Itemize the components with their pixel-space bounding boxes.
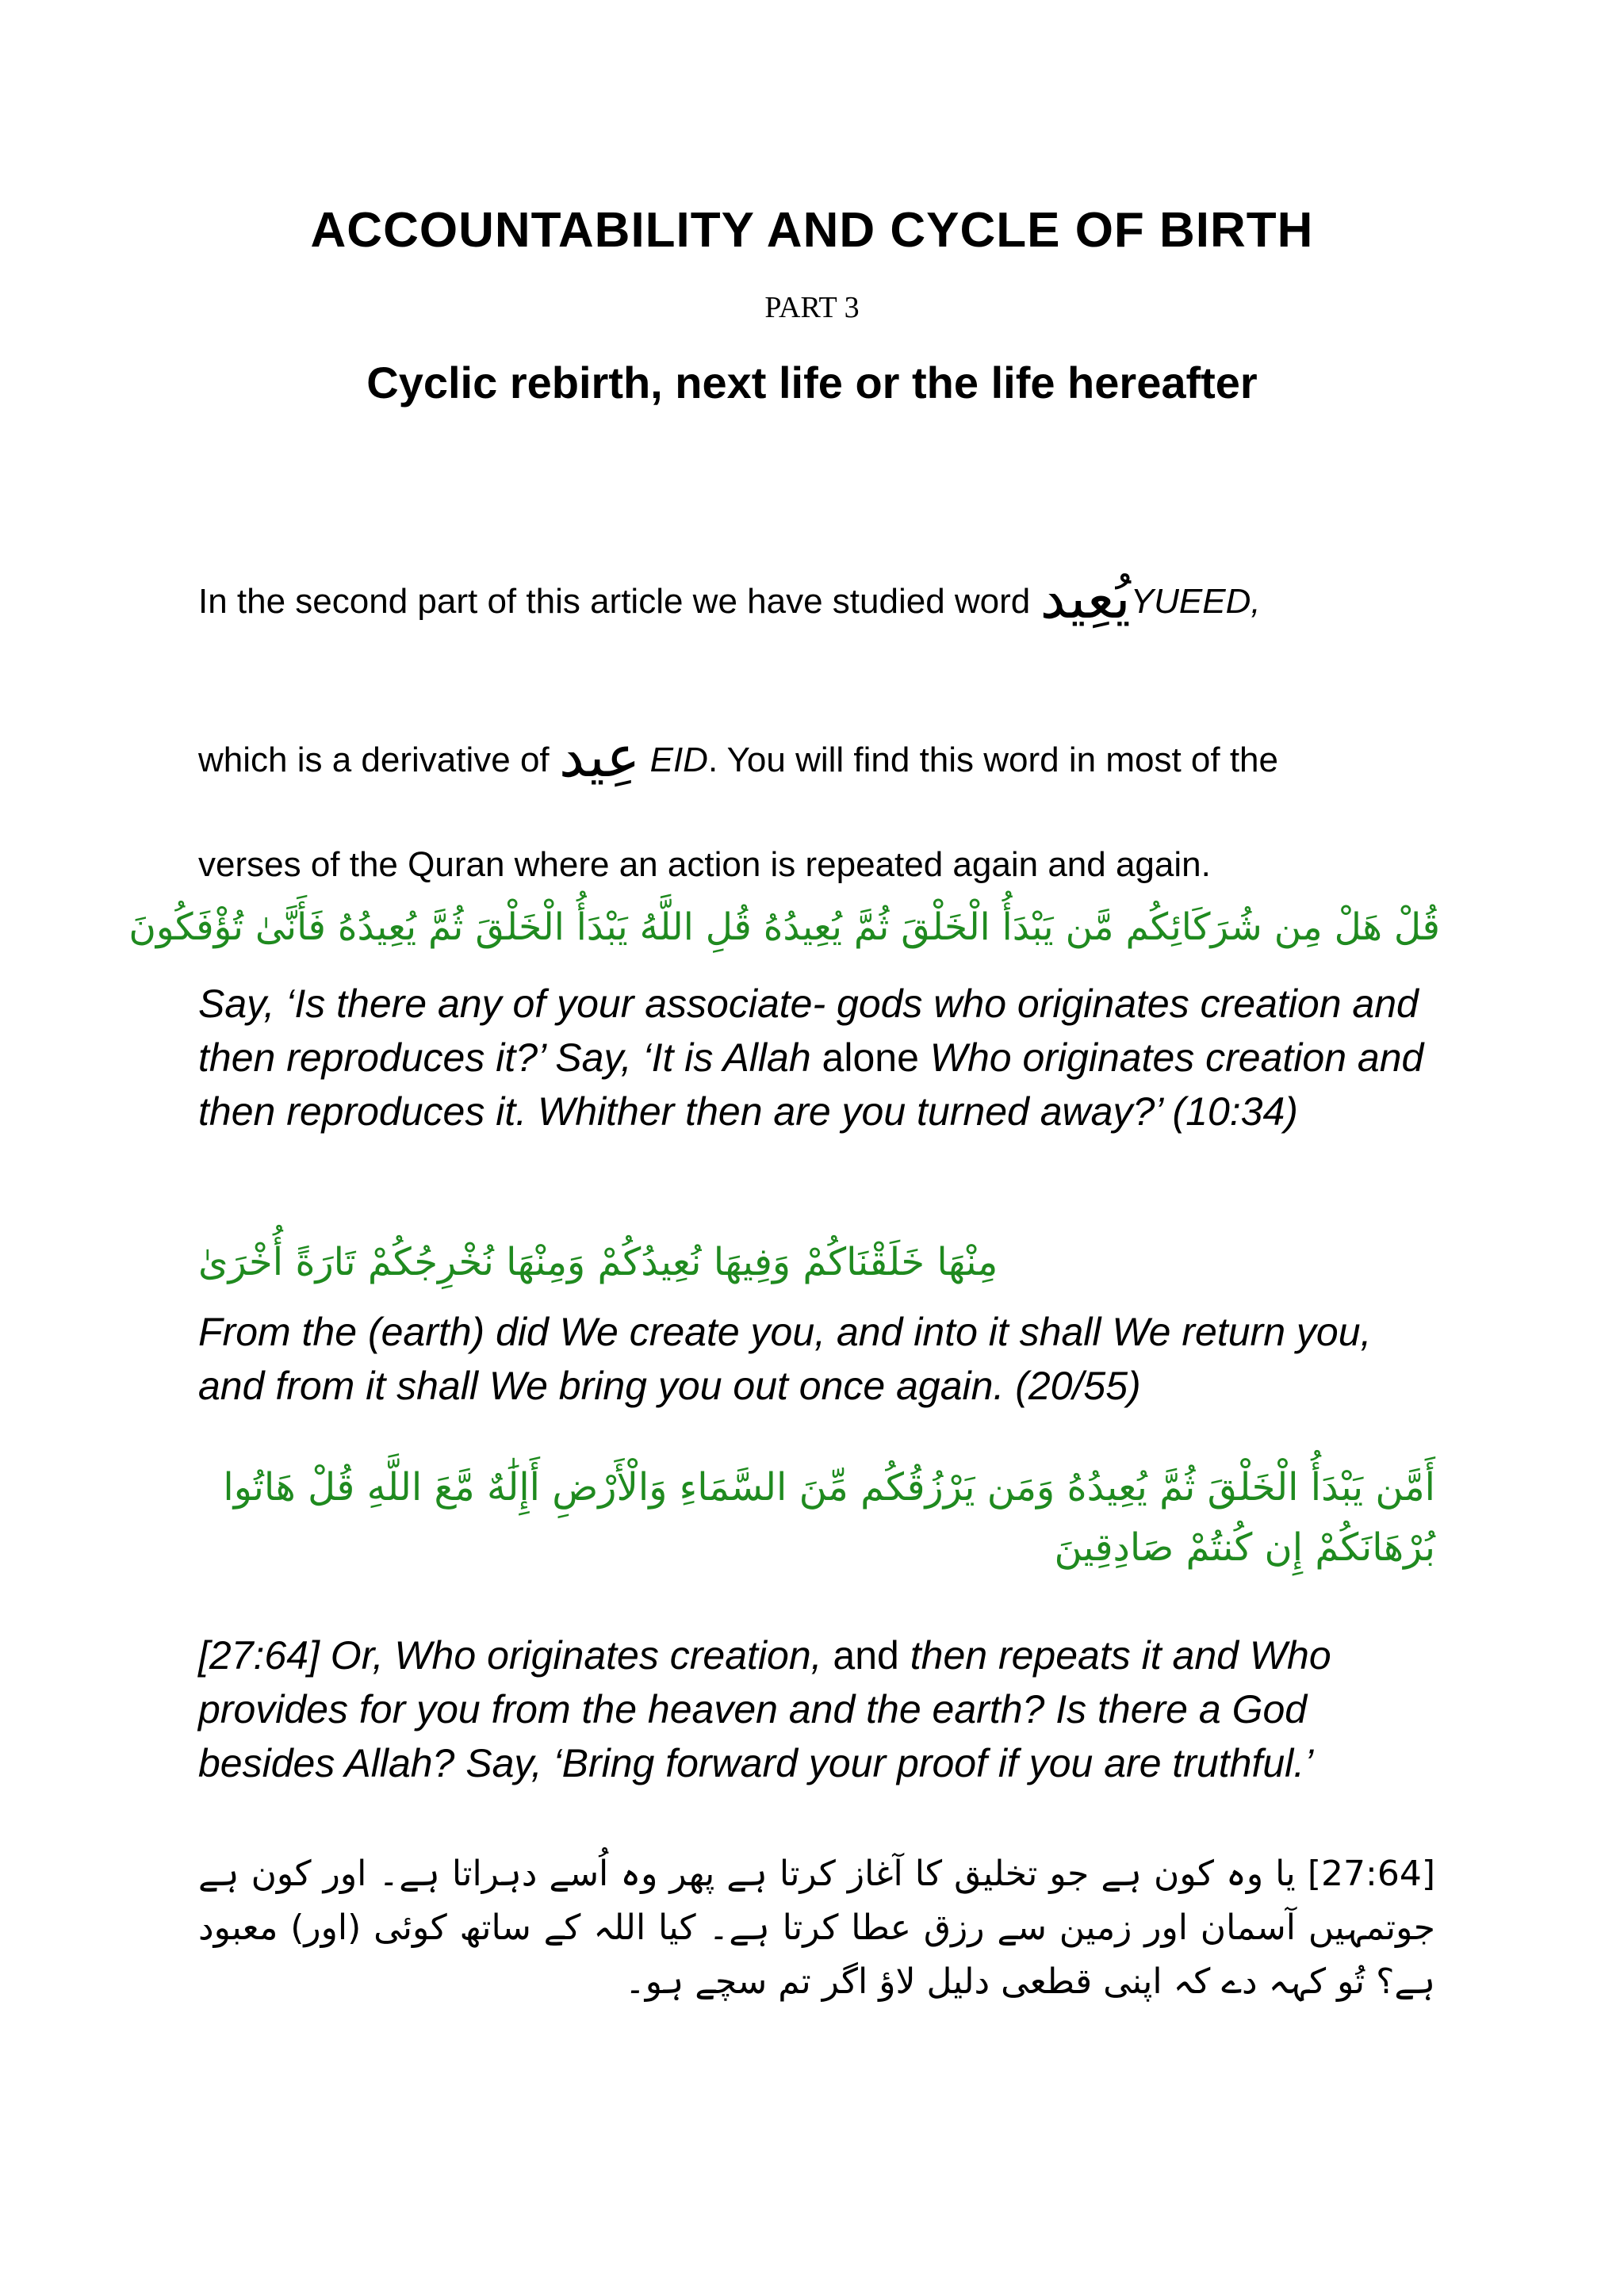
verse-2-arabic: مِنْهَا خَلَقْنَاكُمْ وَفِيهَا نُعِيدُكُمْ وَمِنْهَا نُخْرِجُكُمْ تَارَةً أُخْرَىٰ xyxy=(198,1240,998,1284)
verse-3-english xyxy=(198,1628,1435,1790)
term-eid: EID xyxy=(649,740,708,779)
page-title: ACCOUNTABILITY AND CYCLE OF BIRTH xyxy=(310,203,1314,258)
verse-3-english-part-c: then repeats it and Who provides for you from the heaven and the earth? Is there a God besides Allah? Say, ‘Bring forward your proof if you are truthful.’ xyxy=(198,1633,1331,1785)
verse-1-english-part-b: alone xyxy=(810,1035,930,1080)
verse-3-english-part-a: [27:64] Or, Who originates creation, xyxy=(198,1633,822,1678)
verse-3-urdu: [27:64] یا وہ کون ہے جو تخلیق کا آغاز کرتا ہے پھر وہ اُسے دہراتا ہے۔ اور کون ہے جوتمہیں آسمان اور زمین سے رزق عطا کرتا ہے۔ کیا اللہ کے ساتھ کوئی (اور) معبود ہے؟ تُو کہہ دے کہ اپنی قطعی دلیل لاؤ اگر تم سچے ہو۔ xyxy=(198,1854,1435,2002)
verse-1-arabic: قُلْ هَلْ مِن شُرَكَائِكُم مَّن يَبْدَأُ الْخَلْقَ ثُمَّ يُعِيدُهُ قُلِ اللَّهُ يَبْدَأُ الْخَلْقَ ثُمَّ يُعِيدُهُ فَأَنَّىٰ تُؤْفَكُونَ xyxy=(128,905,1440,949)
arabic-word-eid: عِيد xyxy=(558,723,641,790)
verse-1-english-part-c: Who originates creation and then reproduces it. Whither then are you turned away?’ (10:34) xyxy=(198,1035,1424,1134)
intro-line-2-rest: . You will find this word in most of the xyxy=(707,740,1278,779)
page-subtitle: Cyclic rebirth, next life or the life hereafter xyxy=(366,358,1258,408)
part-label: PART 3 xyxy=(764,291,860,324)
intro-line-1 xyxy=(198,564,1435,631)
verse-3-arabic: أَمَّن يَبْدَأُ الْخَلْقَ ثُمَّ يُعِيدُهُ وَمَن يَرْزُقُكُم مِّنَ السَّمَاءِ وَالْأَرْضِ أَإِلَٰهٌ مَّعَ اللَّهِ قُلْ هَاتُوا بُرْهَانَكُمْ إِن كُنتُمْ صَادِقِينَ xyxy=(223,1465,1435,1570)
intro-line-2-text: which is a derivative of xyxy=(198,740,559,779)
intro-line-1-text: In the second part of this article we have studied word xyxy=(198,582,1040,621)
verse-1-english-part-a: Say, ‘Is there any of your associate- gods who originates creation and then reproduces it?’ Say, ‘It is Allah xyxy=(198,982,1419,1080)
intro-line-2 xyxy=(198,723,1435,790)
verse-1-english xyxy=(198,977,1435,1138)
arabic-word-yueed: يُعِيد xyxy=(1040,564,1131,631)
verse-2-english: From the (earth) did We create you, and into it shall We return you, and from it shall We bring you out once again. (20/55) xyxy=(198,1310,1372,1408)
intro-line-3: verses of the Quran where an action is repeated again and again. xyxy=(198,845,1211,884)
verse-3-english-part-b: and xyxy=(822,1633,910,1678)
term-yueed: YUEED, xyxy=(1130,582,1261,621)
